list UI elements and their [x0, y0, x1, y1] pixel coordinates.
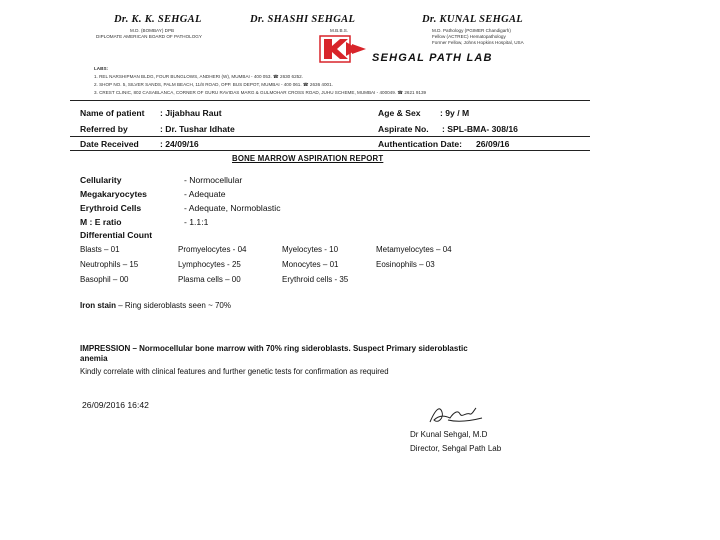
age-sex-value: : 9y / M [440, 108, 470, 118]
doctor-name-1: Dr. K. K. SEHGAL [114, 14, 202, 25]
lab-address-2: 2. SHOP NO. 5, SILVER SANDS, PALM BEACH, 11/8 ROAD, OPP. BUS DEPOT, MUMBAI - 400 061. ☎ 2636 4001. [94, 82, 333, 87]
doctor-credentials-3: M.D. Pathology (PGIMER Chandigarh) [432, 28, 511, 33]
impression-line-1: IMPRESSION – Normocellular bone marrow with 70% ring sideroblasts. Suspect Primary sideroblastic [80, 344, 468, 353]
brand-name: SEHGAL PATH LAB [372, 52, 493, 64]
age-sex-label: Age & Sex [378, 108, 421, 118]
auth-date-value: 26/09/16 [476, 139, 510, 149]
patient-divider-1 [70, 136, 590, 137]
patient-name-label: Name of patient [80, 108, 145, 118]
report-datetime: 26/09/2016 16:42 [82, 400, 149, 410]
diff-plasma-cells: Plasma cells – 00 [178, 275, 241, 284]
auth-date-label: Authentication Date: [378, 139, 463, 149]
sehgal-logo [318, 34, 370, 64]
doctor-line2-3: Fellow (ACTREC) Hematopathology [432, 34, 506, 39]
handwritten-signature [426, 402, 496, 428]
diff-metamyelocytes: Metamyelocytes – 04 [376, 245, 452, 254]
date-received-value: : 24/09/16 [160, 139, 199, 149]
diff-erythroid-cells: Erythroid cells - 35 [282, 275, 349, 284]
finding-label-me-ratio: M : E ratio [80, 217, 122, 227]
diff-lymphocytes: Lymphocytes - 25 [178, 260, 241, 269]
finding-label-cellularity: Cellularity [80, 175, 122, 185]
finding-value-me-ratio: - 1.1:1 [184, 217, 209, 227]
lab-address-1: 1. REL NARSHIPMAN BLDG, FOUR BUNGLOWS, ANDHERI (W), MUMBAI - 400 053. ☎ 2630 6252. [94, 74, 304, 79]
labs-label: LABS: [94, 66, 109, 71]
finding-value-megakaryocytes: - Adequate [184, 189, 226, 199]
signature-icon [426, 402, 496, 428]
doctor-line2-1: DIPLOMATE AMERICAN BOARD OF PATHOLOGY [96, 34, 202, 39]
finding-label-megakaryocytes: Megakaryocytes [80, 189, 147, 199]
patient-name-value: : Jijabhau Raut [160, 108, 222, 118]
signatory-title: Director, Sehgal Path Lab [410, 444, 502, 453]
diff-blasts: Blasts – 01 [80, 245, 120, 254]
doctor-credentials-2: M.B.B.S. [330, 28, 349, 33]
finding-label-erythroid: Erythroid Cells [80, 203, 142, 213]
correlation-note: Kindly correlate with clinical features and further genetic tests for confirmation as required [80, 367, 389, 376]
impression-line-2: anemia [80, 354, 108, 363]
diff-eosinophils: Eosinophils – 03 [376, 260, 435, 269]
report-title: BONE MARROW ASPIRATION REPORT [232, 154, 384, 163]
finding-value-erythroid: - Adequate, Normoblastic [184, 203, 281, 213]
header-divider [70, 100, 590, 101]
doctor-line3-3: Former Fellow, Johns Hopkins Hospital, USA [432, 40, 524, 45]
signatory-name: Dr Kunal Sehgal, M.D [410, 430, 488, 439]
aspirate-label: Aspirate No. [378, 124, 429, 134]
diff-basophil: Basophil – 00 [80, 275, 129, 284]
diff-monocytes: Monocytes – 01 [282, 260, 339, 269]
doctor-name-3: Dr. KUNAL SEHGAL [422, 14, 523, 25]
sk-logo-icon [318, 34, 370, 64]
finding-value-cellularity: - Normocellular [184, 175, 243, 185]
date-received-label: Date Received [80, 139, 139, 149]
referred-value: : Dr. Tushar Idhate [160, 124, 235, 134]
diff-neutrophils: Neutrophils – 15 [80, 260, 139, 269]
lab-address-3: 3. CREST CLINIC, 802 CASABLANCA, CORNER OF GURU RAVIDAS MARG & GULMOHAR CROSS ROAD, JUHU SCHEME, MUMBAI - 400049. ☎ 2621 9139 [94, 90, 427, 95]
iron-stain-line [80, 301, 231, 310]
iron-stain-label: Iron stain [80, 301, 117, 310]
aspirate-value: : SPL-BMA- 308/16 [442, 124, 518, 134]
patient-divider-2 [70, 150, 590, 151]
differential-title: Differential Count [80, 230, 153, 240]
diff-myelocytes: Myelocytes - 10 [282, 245, 339, 254]
doctor-name-2: Dr. SHASHI SEHGAL [250, 14, 356, 25]
diff-promyelocytes: Promyelocytes - 04 [178, 245, 247, 254]
iron-stain-value: – Ring sideroblasts seen ~ 70% [116, 301, 231, 310]
doctor-credentials-1: M.D. (BOMBAY) DPB [130, 28, 175, 33]
referred-label: Referred by [80, 124, 128, 134]
